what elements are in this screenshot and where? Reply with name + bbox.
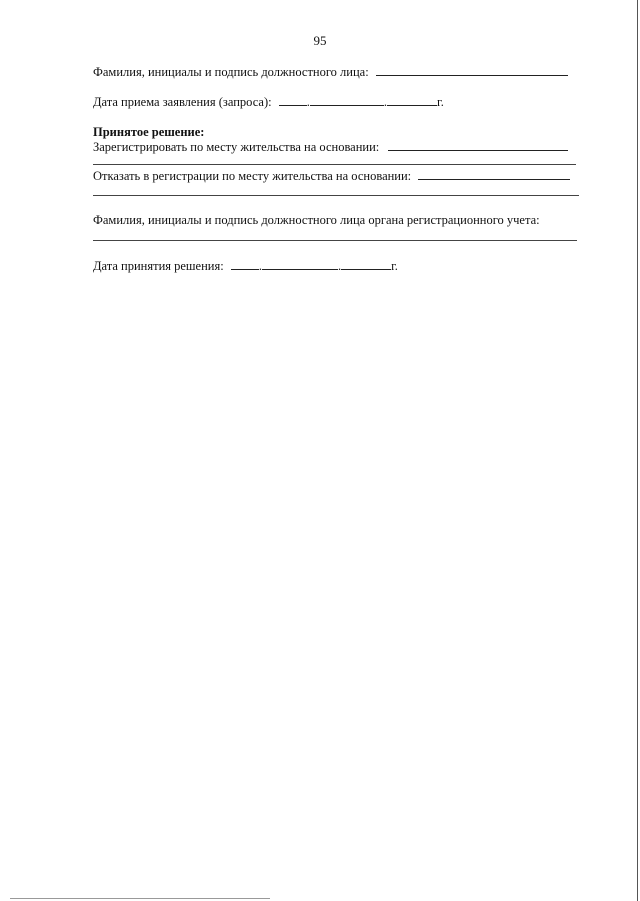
refuse-basis-blank — [418, 168, 570, 180]
year-suffix: г. — [436, 95, 444, 109]
application-date-label: Дата приема заявления (запроса): — [93, 95, 272, 109]
application-year-blank — [387, 94, 437, 106]
date-separator: . — [258, 259, 262, 273]
application-month-blank — [310, 94, 384, 106]
refuse-label: Отказать в регистрации по месту жительства на основании: — [93, 169, 412, 183]
decision-date-label: Дата принятия решения: — [93, 259, 224, 273]
application-day-blank — [279, 94, 307, 106]
decision-month-blank — [262, 258, 338, 270]
register-label: Зарегистрировать по месту жительства на основании: — [93, 140, 380, 154]
registration-official-blank-rule — [93, 240, 577, 241]
decision-date-line — [93, 258, 398, 274]
year-suffix: г. — [391, 259, 398, 273]
date-separator: . — [337, 259, 342, 273]
scan-edge-right — [637, 0, 638, 901]
application-date-line — [93, 94, 444, 110]
decision-heading: Принятое решение: — [93, 125, 205, 139]
official-signature-line — [93, 64, 568, 80]
register-basis-continuation-rule — [93, 164, 576, 165]
refuse-basis-continuation-rule — [93, 195, 579, 196]
official-signature-label: Фамилия, инициалы и подпись должностного лица: — [93, 65, 369, 79]
official-signature-blank — [376, 64, 568, 76]
refuse-line — [93, 168, 570, 184]
decision-day-blank — [231, 258, 259, 270]
date-separator: . — [383, 95, 387, 109]
page-number: 95 — [313, 33, 327, 48]
decision-year-blank — [341, 258, 391, 270]
registration-official-label: Фамилия, инициалы и подпись должностного лица органа регистрационного учета: — [93, 213, 540, 227]
date-separator: . — [306, 95, 310, 109]
register-basis-blank — [388, 139, 568, 151]
registration-official-line — [93, 212, 540, 228]
register-line — [93, 139, 568, 155]
scan-edge-bottom — [10, 898, 270, 899]
